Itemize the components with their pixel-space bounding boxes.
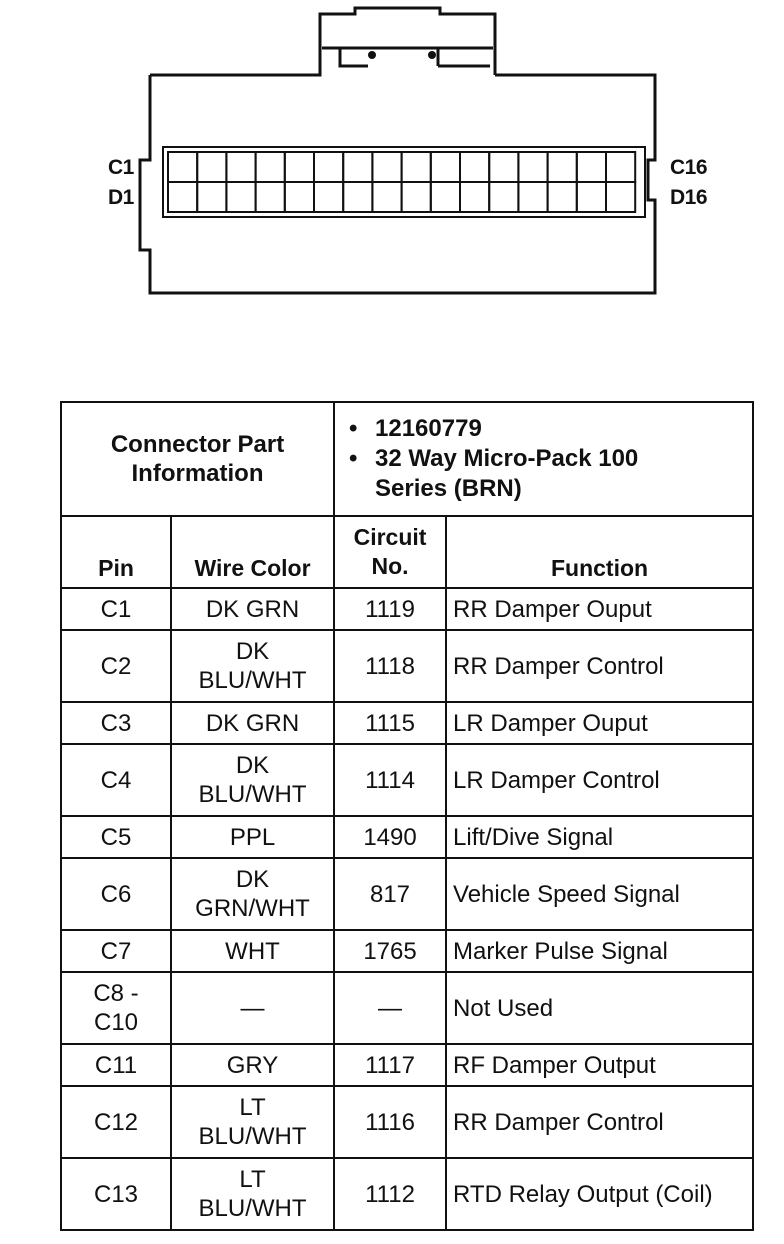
circuit-cell: 1115 bbox=[334, 702, 446, 744]
wire-color-cell bbox=[171, 630, 334, 702]
connector-pinout-table bbox=[60, 401, 754, 1231]
wire-color-cell bbox=[171, 744, 334, 816]
circuit-cell: — bbox=[334, 972, 446, 1044]
pin-cavity bbox=[285, 182, 314, 212]
wire-color-cell-line: LT bbox=[239, 1094, 266, 1121]
pin-cavity bbox=[402, 152, 431, 182]
table-row bbox=[61, 1044, 753, 1086]
pin-cavity bbox=[226, 182, 255, 212]
header-pin: Pin bbox=[61, 516, 171, 588]
pin-cavity bbox=[197, 182, 226, 212]
wire-color-cell-line: DK GRN bbox=[205, 709, 300, 737]
pin-cell-line: C6 bbox=[100, 880, 132, 908]
circuit-cell: 1119 bbox=[334, 588, 446, 630]
wire-color-cell-line: GRY bbox=[226, 1051, 279, 1079]
pin-cell-line: C2 bbox=[100, 652, 132, 680]
part-number: 12160779 bbox=[375, 415, 482, 442]
pin-cavity bbox=[460, 152, 489, 182]
connector-part-info-values: • 12160779 • 32 Way Micro-Pack 100 Series (BRN) bbox=[334, 402, 753, 516]
wire-color-cell-line: DK bbox=[235, 638, 270, 665]
function-cell: RR Damper Control bbox=[446, 1086, 753, 1158]
pin-cell bbox=[61, 1158, 171, 1230]
pin-cell-line: C5 bbox=[100, 823, 132, 851]
pin-cell bbox=[61, 588, 171, 630]
function-cell: RTD Relay Output (Coil) bbox=[446, 1158, 753, 1230]
pin-cell-line: C1 bbox=[100, 595, 132, 623]
info-title-line2: Information bbox=[131, 460, 264, 487]
wire-color-cell bbox=[171, 972, 334, 1044]
header-row bbox=[61, 516, 753, 588]
pin-cavity bbox=[314, 152, 343, 182]
pin-cell-line: C13 bbox=[93, 1180, 139, 1208]
table-row bbox=[61, 858, 753, 930]
pin-cavity bbox=[197, 152, 226, 182]
pin-cell bbox=[61, 744, 171, 816]
pin-cavity bbox=[460, 182, 489, 212]
table-row bbox=[61, 816, 753, 858]
function-cell: RR Damper Control bbox=[446, 630, 753, 702]
pin-cavity bbox=[343, 182, 372, 212]
pin-cell bbox=[61, 630, 171, 702]
pin-cell-line: C7 bbox=[100, 937, 132, 965]
pin-cavity bbox=[577, 182, 606, 212]
pin-cavity bbox=[226, 152, 255, 182]
function-cell: LR Damper Control bbox=[446, 744, 753, 816]
pin-cavity bbox=[168, 152, 197, 182]
wire-color-cell bbox=[171, 1044, 334, 1086]
label-c16: C16 bbox=[670, 156, 708, 179]
table-row bbox=[61, 972, 753, 1044]
label-d1: D1 bbox=[108, 186, 134, 209]
wire-color-cell bbox=[171, 1158, 334, 1230]
cavity-grid bbox=[168, 152, 635, 212]
table-row bbox=[61, 930, 753, 972]
function-cell: Vehicle Speed Signal bbox=[446, 858, 753, 930]
pin-cell-line: C11 bbox=[94, 1051, 138, 1079]
pin-cell bbox=[61, 930, 171, 972]
wire-color-cell-line: GRN/WHT bbox=[195, 895, 310, 922]
info-row bbox=[61, 402, 753, 516]
pin-cavity bbox=[168, 182, 197, 212]
pin-cell-line: C8 - bbox=[93, 980, 139, 1007]
table-row bbox=[61, 702, 753, 744]
pin-cavity bbox=[606, 152, 635, 182]
pin-cavity bbox=[577, 152, 606, 182]
wire-color-cell bbox=[171, 1086, 334, 1158]
wire-color-cell bbox=[171, 588, 334, 630]
connector-part-info-label bbox=[61, 402, 334, 516]
pin-cavity bbox=[343, 152, 372, 182]
function-cell: RF Damper Output bbox=[446, 1044, 753, 1086]
header-wire-color: Wire Color bbox=[171, 516, 334, 588]
pin-cavity bbox=[431, 152, 460, 182]
wire-color-cell-line: DK bbox=[235, 866, 270, 893]
pin-cell-line: C10 bbox=[93, 1009, 139, 1036]
wire-color-cell-line: BLU/WHT bbox=[198, 1123, 307, 1150]
pin-cavity bbox=[372, 182, 401, 212]
wire-color-cell bbox=[171, 858, 334, 930]
label-c1: C1 bbox=[108, 156, 134, 179]
wire-color-cell-line: WHT bbox=[225, 937, 280, 965]
wire-color-cell-line: — bbox=[240, 994, 265, 1022]
pin-cell-line: C12 bbox=[93, 1108, 139, 1136]
pin-cell bbox=[61, 1044, 171, 1086]
circuit-cell: 1765 bbox=[334, 930, 446, 972]
circuit-cell: 1112 bbox=[334, 1158, 446, 1230]
part-description-line1: 32 Way Micro-Pack 100 bbox=[375, 445, 639, 472]
pin-cavity bbox=[548, 182, 577, 212]
pin-cavity bbox=[431, 182, 460, 212]
pin-cell bbox=[61, 816, 171, 858]
pin-cell bbox=[61, 1086, 171, 1158]
function-cell: Not Used bbox=[446, 972, 753, 1044]
pin-cell bbox=[61, 972, 171, 1044]
pin-cavity bbox=[489, 182, 518, 212]
table-row bbox=[61, 630, 753, 702]
wire-color-cell-line: DK bbox=[235, 752, 270, 779]
pin-cavity bbox=[489, 152, 518, 182]
pin-cavity bbox=[256, 182, 285, 212]
pin-cavity bbox=[314, 182, 343, 212]
label-d16: D16 bbox=[670, 186, 708, 209]
pin-cavity bbox=[548, 152, 577, 182]
header-circuit-line1: Circuit bbox=[353, 524, 427, 550]
pin-cavity bbox=[285, 152, 314, 182]
circuit-cell: 1116 bbox=[334, 1086, 446, 1158]
pin-cell bbox=[61, 858, 171, 930]
pin-cavity bbox=[256, 152, 285, 182]
pin-cavity bbox=[518, 152, 547, 182]
table-row bbox=[61, 588, 753, 630]
header-circuit-line2: No. bbox=[371, 553, 409, 579]
circuit-cell: 1118 bbox=[334, 630, 446, 702]
wire-color-cell-line: BLU/WHT bbox=[198, 1195, 307, 1222]
pin-cell-line: C4 bbox=[100, 766, 132, 794]
header-circuit bbox=[334, 516, 446, 588]
wire-color-cell bbox=[171, 702, 334, 744]
circuit-cell: 1117 bbox=[334, 1044, 446, 1086]
info-title-line1: Connector Part bbox=[110, 431, 285, 458]
wire-color-cell-line: BLU/WHT bbox=[198, 667, 307, 694]
connector-outline bbox=[140, 8, 655, 293]
wire-color-cell bbox=[171, 930, 334, 972]
pin-cavity bbox=[402, 182, 431, 212]
function-cell: Lift/Dive Signal bbox=[446, 816, 753, 858]
wire-color-cell-line: PPL bbox=[229, 823, 276, 851]
function-cell: LR Damper Ouput bbox=[446, 702, 753, 744]
pin-cavity bbox=[372, 152, 401, 182]
circuit-cell: 1114 bbox=[334, 744, 446, 816]
circuit-cell: 817 bbox=[334, 858, 446, 930]
table-row bbox=[61, 1158, 753, 1230]
function-cell: RR Damper Ouput bbox=[446, 588, 753, 630]
table-row bbox=[61, 1086, 753, 1158]
wire-color-cell-line: DK GRN bbox=[205, 595, 300, 623]
pin-cell-line: C3 bbox=[100, 709, 132, 737]
pin-cell bbox=[61, 702, 171, 744]
table-row bbox=[61, 744, 753, 816]
pin-cavity bbox=[518, 182, 547, 212]
part-description-line2: Series (BRN) bbox=[375, 475, 522, 502]
wire-color-cell bbox=[171, 816, 334, 858]
header-function: Function bbox=[446, 516, 753, 588]
wire-color-cell-line: BLU/WHT bbox=[198, 781, 307, 808]
wire-color-cell-line: LT bbox=[239, 1166, 266, 1193]
pin-cavity bbox=[606, 182, 635, 212]
circuit-cell: 1490 bbox=[334, 816, 446, 858]
function-cell: Marker Pulse Signal bbox=[446, 930, 753, 972]
